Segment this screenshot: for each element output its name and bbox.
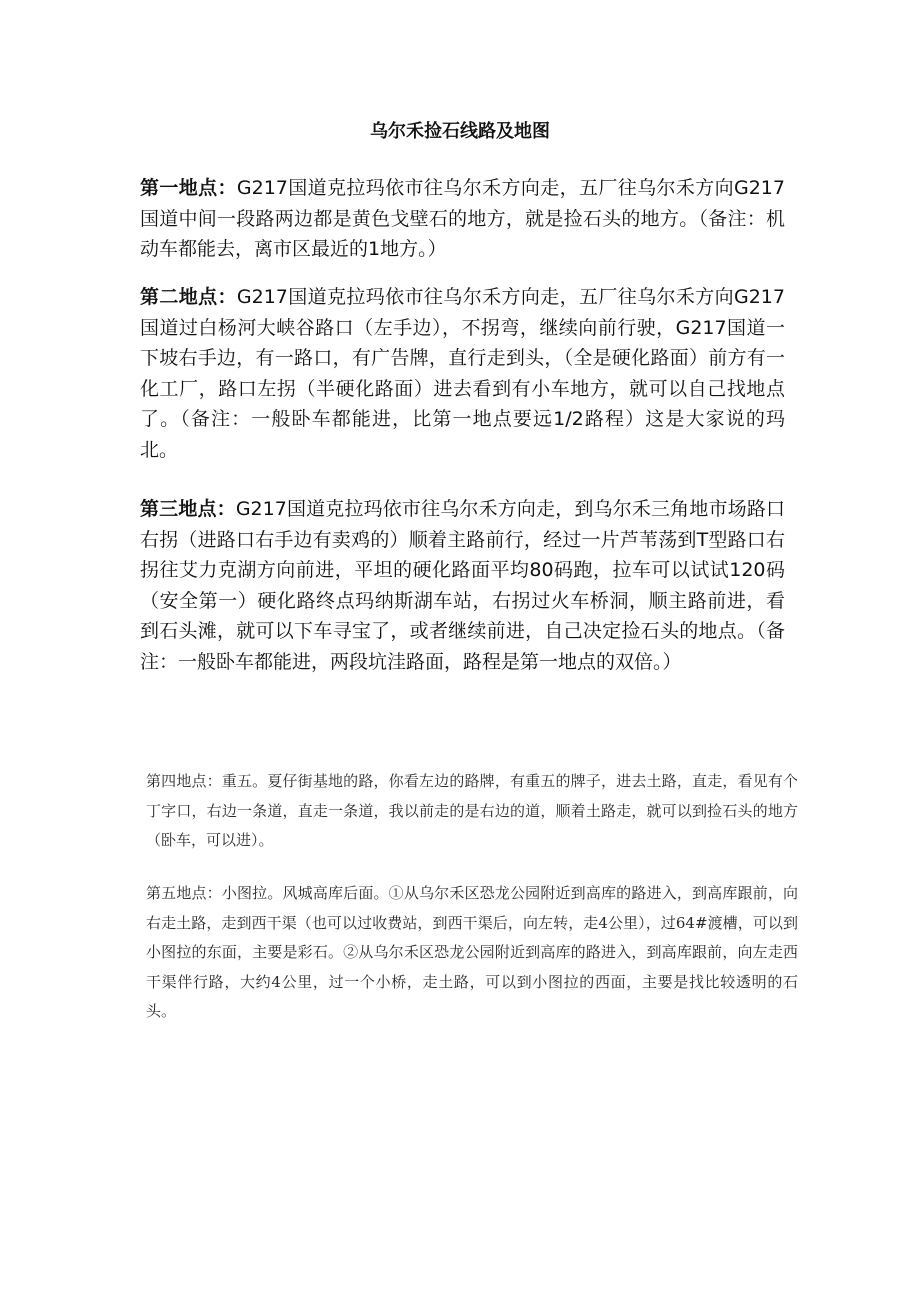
section-text: G217国道克拉玛依市往乌尔禾方向走，到乌尔禾三角地市场路口右拐（进路口右手边有卖鸡的）顺着主路前行，经过一片芦苇荡到T型路口右拐往艾力克湖方向前进，平坦的硬化路面平均80码跑，拉车可以试试120码（安全第一）硬化路终点玛纳斯湖车站，右拐过火车桥洞，顺主路前进，看到石头滩，就可以下车寻宝了，或者继续前进，自己决定捡石头的地点。（备注：一般卧车都能进，两段坑洼路面，路程是第一地点的双倍。） bbox=[140, 498, 785, 673]
section-location-1 bbox=[140, 173, 785, 265]
section-location-2 bbox=[140, 282, 785, 465]
scanned-section-location-4: 第四地点：重五。夏仔街基地的路，你看左边的路牌，有重五的牌子，进去土路，直走，看见有个丁字口，右边一条道，直走一条道，我以前走的是右边的道，顺着土路走，就可以到捡石头的地方（卧车，可以进）。 bbox=[146, 772, 798, 849]
section-label: 第二地点： bbox=[140, 286, 237, 308]
section-label: 第一地点： bbox=[140, 177, 237, 199]
section-location-3 bbox=[140, 494, 785, 677]
section-label: 第三地点： bbox=[140, 498, 236, 520]
document-title: 乌尔禾捡石线路及地图 bbox=[370, 121, 550, 142]
scanned-section-location-5: 第五地点：小图拉。风城高库后面。①从乌尔禾区恐龙公园附近到高库的路进入，到高库跟前，向右走土路，走到西干渠（也可以过收费站，到西干渠后，向左转，走4公里），过64#渡槽，可以到小图拉的东面，主要是彩石。②从乌尔禾区恐龙公园附近到高库的路进入，到高库跟前，向左走西干渠伴行路，大约4公里，过一个小桥，走土路，可以到小图拉的西面，主要是找比较透明的石头。 bbox=[146, 884, 798, 1020]
section-text: G217国道克拉玛依市往乌尔禾方向走，五厂往乌尔禾方向G217国道过白杨河大峡谷路口（左手边），不拐弯，继续向前行驶，G217国道一下坡右手边，有一路口，有广告牌，直行走到头，（全是硬化路面）前方有一化工厂，路口左拐（半硬化路面）进去看到有小车地方，就可以自己找地点了。（备注：一般卧车都能进，比第一地点要远1/2路程）这是大家说的玛北。 bbox=[140, 286, 785, 461]
section-text: G217国道克拉玛依市往乌尔禾方向走，五厂往乌尔禾方向G217国道中间一段路两边都是黄色戈壁石的地方，就是捡石头的地方。（备注：机动车都能去，离市区最近的1地方。） bbox=[140, 177, 785, 260]
